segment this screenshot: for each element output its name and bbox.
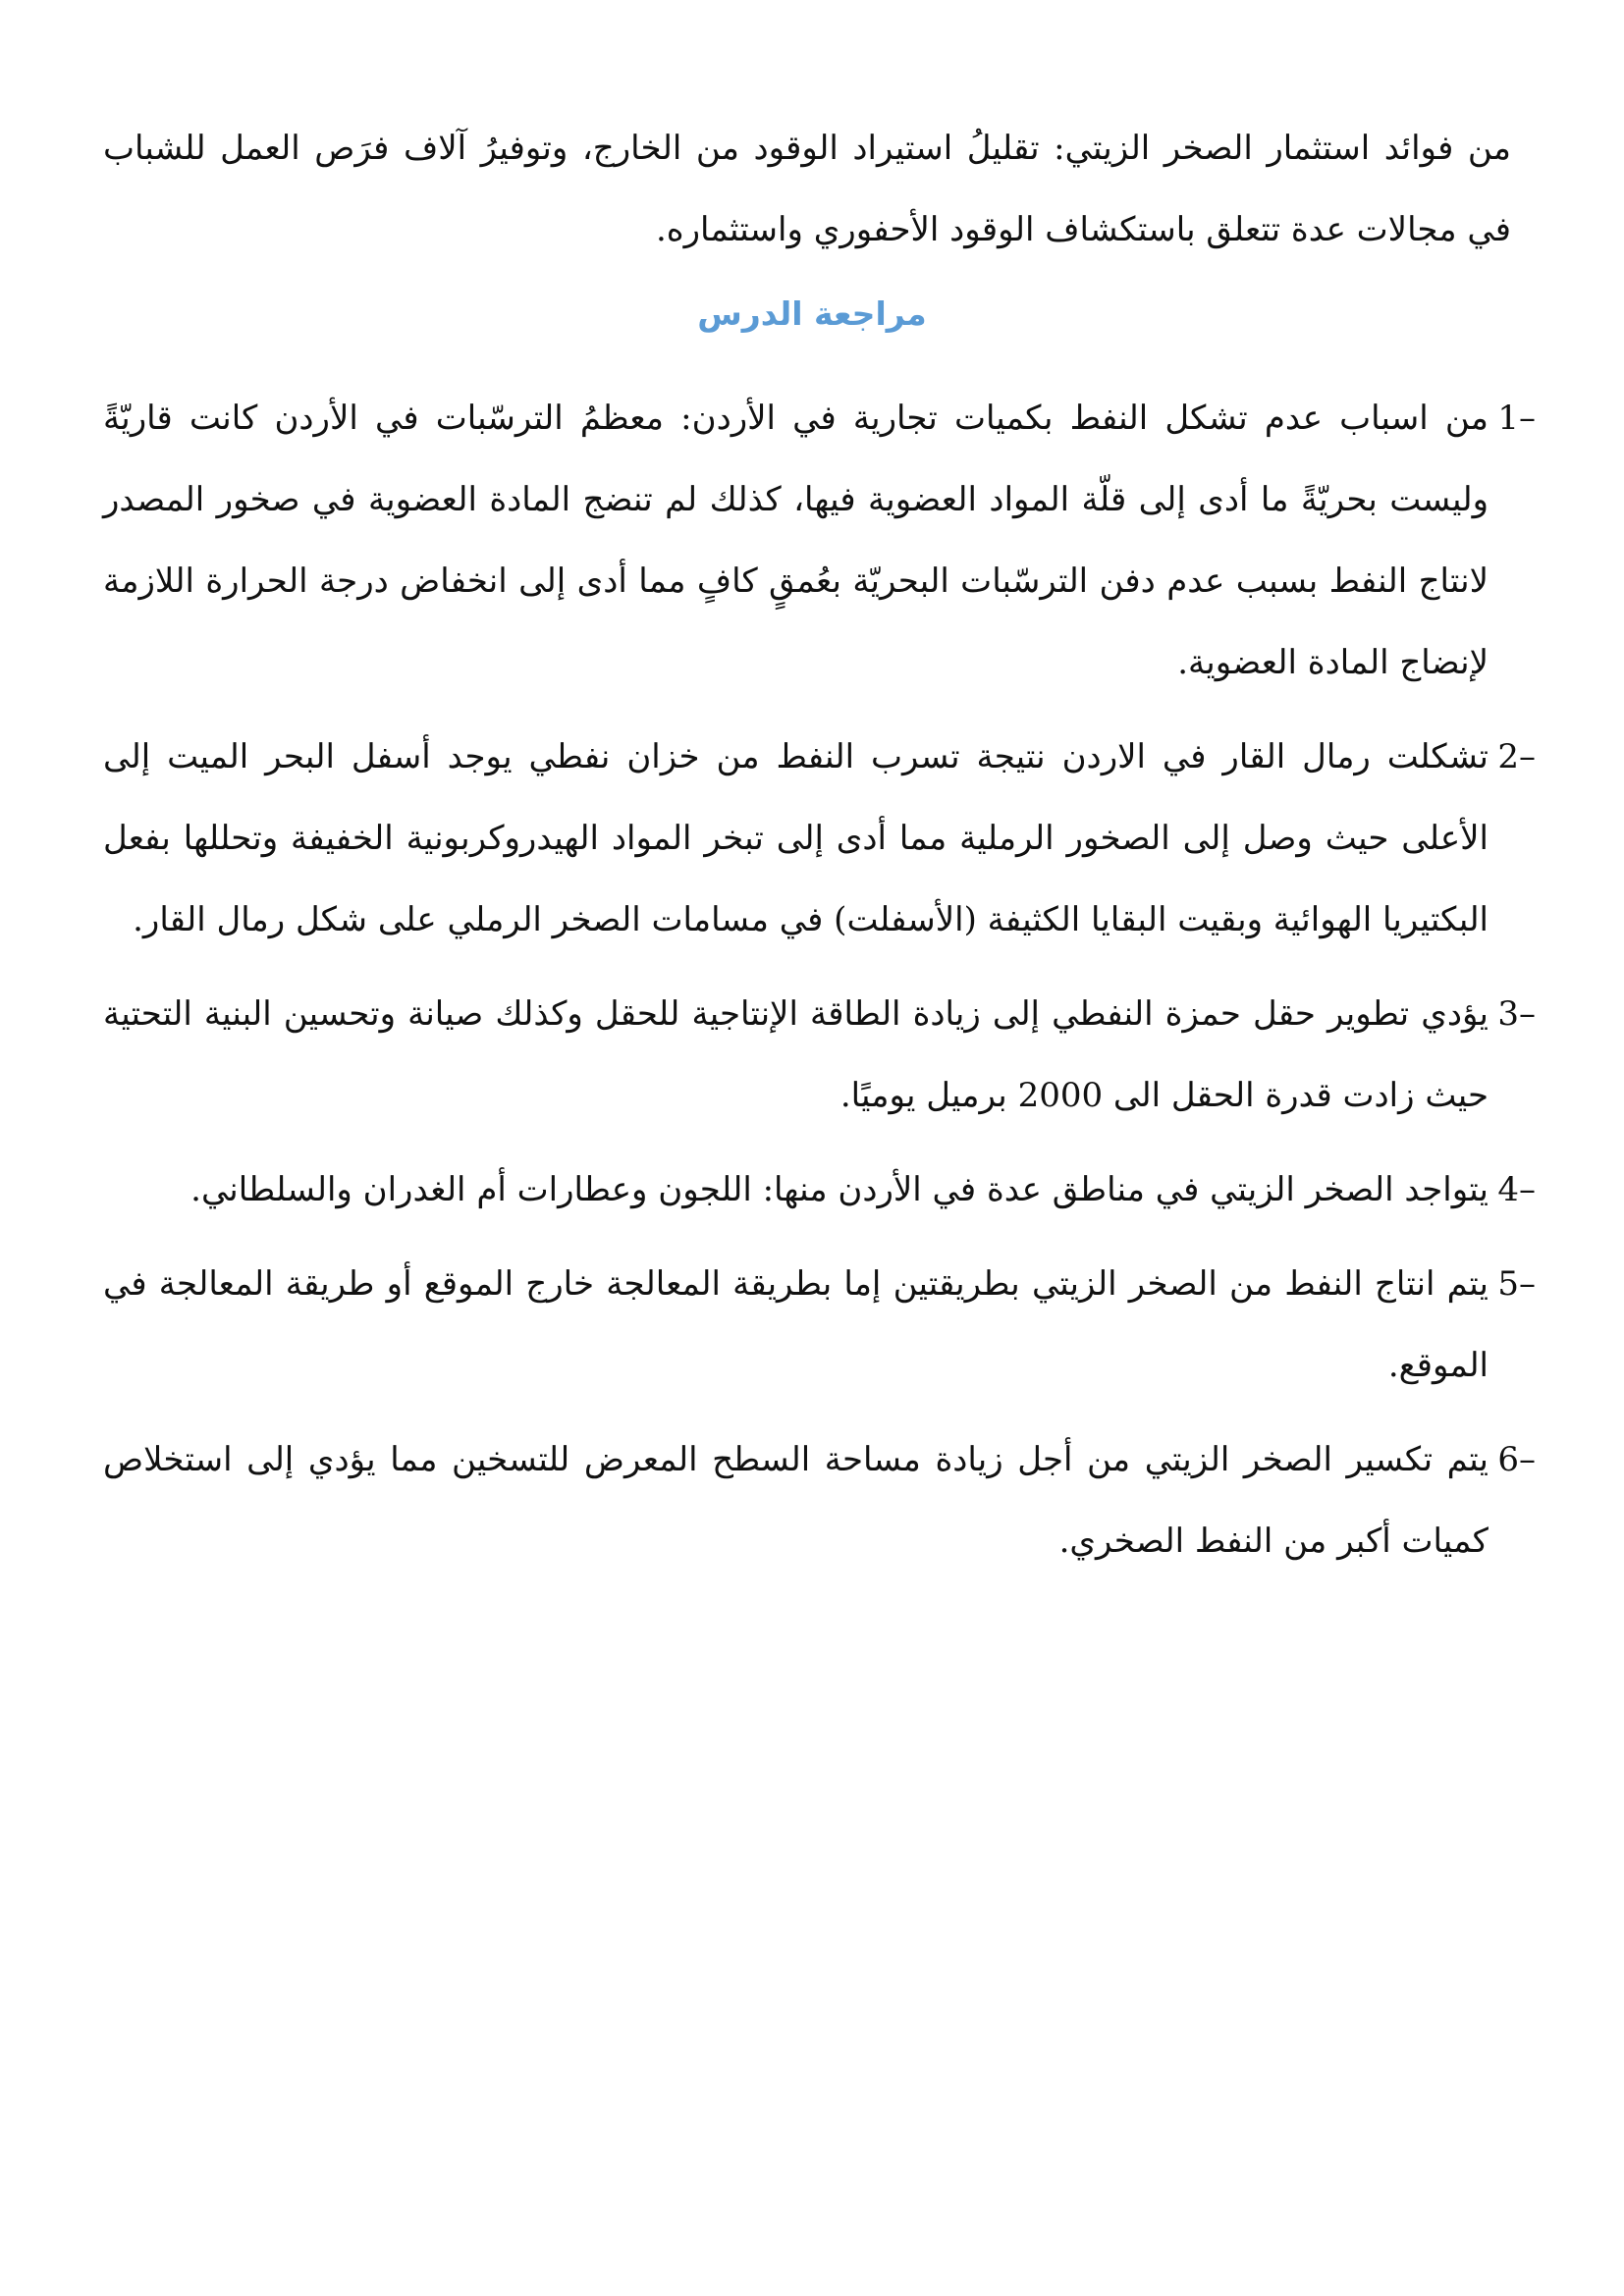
item-text: من اسباب عدم تشكل النفط بكميات تجارية في الأردن: معظمُ الترسّبات في الأردن كانت قاريّةً وليست بحريّةً ما أدى إلى قلّة المواد العضوية فيها، كذلك لم تنضج المادة العضوية في صخور المصدر لانتاج النفط بسبب عدم دفن الترسّبات البحريّة بعُمقٍ كافٍ مما أدى إلى انخفاض درجة الحرارة اللازمة لإنضاج المادة العضوية. (103, 399, 1489, 682)
review-item-1 (103, 378, 1536, 704)
item-number: 3– (1497, 994, 1536, 1034)
review-item-4 (103, 1149, 1536, 1231)
item-text: تشكلت رمال القار في الاردن نتيجة تسرب النفط من خزان نفطي يوجد أسفل البحر الميت إلى الأعلى حيث وصل إلى الصخور الرملية مما أدى إلى تبخر المواد الهيدروكربونية الخفيفة وتحللها بفعل البكتيريا الهوائية وبقيت البقايا الكثيفة (الأسفلت) في مسامات الصخر الرملي على شكل رمال القار. (103, 737, 1489, 939)
section-title: مراجعة الدرس (697, 294, 927, 333)
review-item-3 (103, 974, 1536, 1137)
item-number: 6– (1497, 1440, 1536, 1479)
item-text: يتم تكسير الصخر الزيتي من أجل زيادة مساحة السطح المعرض للتسخين مما يؤدي إلى استخلاص كميات أكبر من النفط الصخري. (103, 1440, 1489, 1561)
item-number: 1– (1497, 399, 1536, 438)
item-text: يؤدي تطوير حقل حمزة النفطي إلى زيادة الطاقة الإنتاجية للحقل وكذلك صيانة وتحسين البنية التحتية حيث زادت قدرة الحقل الى 2000 برميل يوميًا. (103, 994, 1489, 1115)
intro-paragraph (103, 108, 1511, 271)
review-item-2 (103, 717, 1536, 961)
review-item-6 (103, 1419, 1536, 1582)
review-list (103, 378, 1536, 1595)
item-number: 5– (1497, 1264, 1536, 1304)
intro-text: من فوائد استثمار الصخر الزيتي: تقليلُ استيراد الوقود من الخارج، وتوفيرُ آلاف فرَص العمل للشباب في مجالات عدة تتعلق باستكشاف الوقود الأحفوري واستثماره. (103, 129, 1511, 249)
item-text: يتم انتاج النفط من الصخر الزيتي بطريقتين إما بطريقة المعالجة خارج الموقع أو طريقة المعالجة في الموقع. (103, 1264, 1489, 1385)
item-text: يتواجد الصخر الزيتي في مناطق عدة في الأردن منها: اللجون وعطارات أم الغدران والسلطاني. (190, 1170, 1489, 1209)
review-item-5 (103, 1244, 1536, 1407)
item-number: 2– (1497, 737, 1536, 776)
item-number: 4– (1497, 1170, 1536, 1209)
